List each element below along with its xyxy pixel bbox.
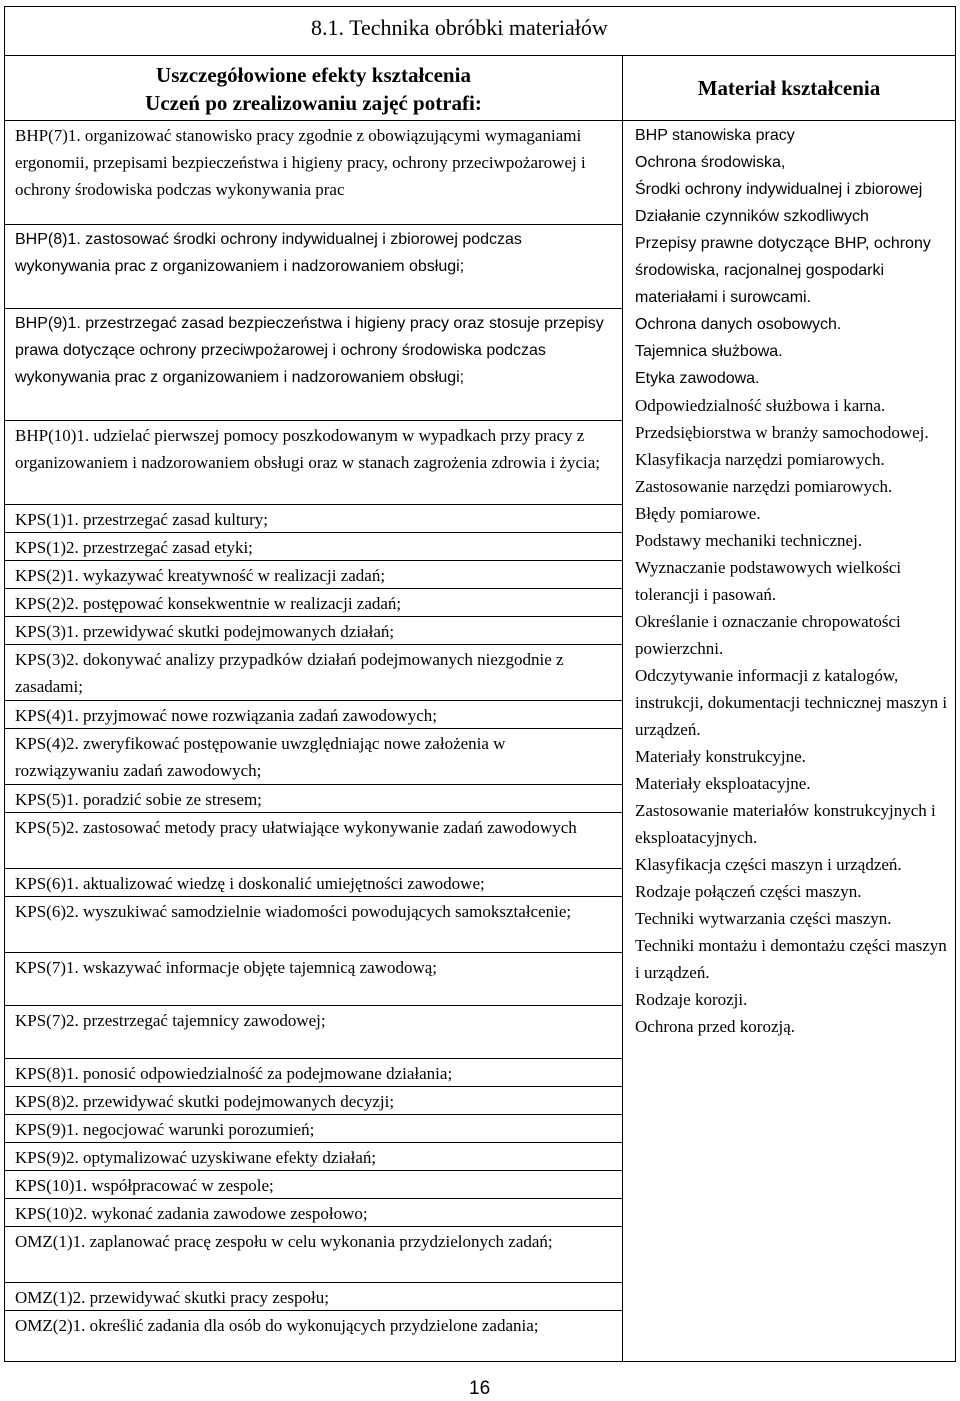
material-item: Techniki montażu i demontażu części maszyn i urządzeń. bbox=[635, 936, 947, 982]
material-item: Klasyfikacja narzędzi pomiarowych. bbox=[635, 450, 885, 469]
outcome-row: KPS(3)1. przewidywać skutki podejmowanych działań; bbox=[5, 617, 622, 645]
material-item: Odczytywanie informacji z katalogów, instrukcji, dokumentacji technicznej maszyn i urządzeń. bbox=[635, 666, 948, 739]
material-item: Przepisy prawne dotyczące BHP, ochrony środowiska, racjonalnej gospodarki materiałami i surowcami. bbox=[635, 235, 931, 306]
outcome-row: KPS(10)2. wykonać zadania zawodowe zespołowo; bbox=[5, 1199, 622, 1227]
outcome-row: KPS(1)2. przestrzegać zasad etyki; bbox=[5, 533, 622, 561]
outcomes-column bbox=[5, 55, 622, 1367]
outcome-row: KPS(4)1. przyjmować nowe rozwiązania zadań zawodowych; bbox=[5, 701, 622, 729]
page-number: 16 bbox=[469, 1378, 491, 1399]
material-item: Materiały konstrukcyjne. bbox=[635, 747, 806, 766]
outcome-row: KPS(8)1. ponosić odpowiedzialność za podejmowane działania; bbox=[5, 1059, 622, 1087]
materials-header: Materiał kształcenia bbox=[623, 55, 955, 121]
title-row bbox=[5, 7, 955, 56]
outcome-row: KPS(3)2. dokonywać analizy przypadków działań podejmowanych niezgodnie z zasadami; bbox=[5, 645, 622, 701]
outcomes-header bbox=[5, 55, 622, 121]
outcome-row: KPS(6)2. wyszukiwać samodzielnie wiadomości powodujących samokształcenie; bbox=[5, 897, 622, 953]
outcome-row: KPS(9)1. negocjować warunki porozumień; bbox=[5, 1115, 622, 1143]
outcome-row: KPS(2)2. postępować konsekwentnie w realizacji zadań; bbox=[5, 589, 622, 617]
outcome-row: KPS(4)2. zweryfikować postępowanie uwzględniając nowe założenia w rozwiązywaniu zadań zawodowych; bbox=[5, 729, 622, 785]
outcome-row: KPS(7)1. wskazywać informacje objęte tajemnicą zawodową; bbox=[5, 953, 622, 1006]
section-title: 8.1. Technika obróbki materiałów bbox=[311, 15, 608, 40]
material-item: Techniki wytwarzania części maszyn. bbox=[635, 909, 892, 928]
materials-column bbox=[623, 55, 955, 1040]
material-item: Etyka zawodowa. bbox=[635, 370, 760, 387]
material-item: Wyznaczanie podstawowych wielkości tolerancji i pasowań. bbox=[635, 558, 902, 604]
outcome-row: BHP(8)1. zastosować środki ochrony indywidualnej i zbiorowej podczas wykonywania prac z organizowaniem i nadzorowaniem obsługi; bbox=[5, 225, 622, 309]
material-item: Przedsiębiorstwa w branży samochodowej. bbox=[635, 423, 929, 442]
material-item: Odpowiedzialność służbowa i karna. bbox=[635, 396, 886, 415]
outcome-row: KPS(5)2. zastosować metody pracy ułatwiające wykonywanie zadań zawodowych bbox=[5, 813, 622, 869]
outcome-row: OMZ(1)2. przewidywać skutki pracy zespołu; bbox=[5, 1283, 622, 1311]
material-item: Zastosowanie narzędzi pomiarowych. bbox=[635, 477, 893, 496]
material-item: Tajemnica służbowa. bbox=[635, 343, 783, 360]
material-item: Określanie i oznaczanie chropowatości powierzchni. bbox=[635, 612, 901, 658]
outcome-row: BHP(10)1. udzielać pierwszej pomocy poszkodowanym w wypadkach przy pracy z organizowaniem i nadzorowaniem obsługi oraz w stanach zagrożenia zdrowia i życia; bbox=[5, 421, 622, 505]
outcomes-header-line2: Uczeń po zrealizowaniu zajęć potrafi: bbox=[145, 91, 482, 115]
material-item: Zastosowanie materiałów konstrukcyjnych i eksploatacyjnych. bbox=[635, 801, 936, 847]
material-item: Działanie czynników szkodliwych bbox=[635, 208, 869, 225]
material-item: Rodzaje połączeń części maszyn. bbox=[635, 882, 862, 901]
outcome-row: OMZ(2)1. określić zadania dla osób do wykonujących przydzielone zadania; bbox=[15, 1316, 539, 1335]
outcome-row: KPS(10)1. współpracować w zespole; bbox=[5, 1171, 622, 1199]
material-item: Klasyfikacja części maszyn i urządzeń. bbox=[635, 855, 902, 874]
material-item: Środki ochrony indywidualnej i zbiorowej bbox=[635, 181, 923, 198]
material-item: BHP stanowiska pracy bbox=[635, 127, 795, 144]
material-item: Ochrona przed korozją. bbox=[635, 1017, 796, 1036]
materials-list bbox=[623, 121, 955, 1040]
outcome-row: BHP(9)1. przestrzegać zasad bezpieczeństwa i higieny pracy oraz stosuje przepisy prawa dotyczące ochrony przeciwpożarowej i ochrony środowiska podczas wykonywania prac z organizowaniem i nadzorowaniem obsługi; bbox=[5, 309, 622, 421]
outcome-row: BHP(7)1. organizować stanowisko pracy zgodnie z obowiązującymi wymaganiami ergonomii, przepisami bezpieczeństwa i higieny pracy, ochrony przeciwpożarowej i ochrony środowiska podczas wykonywania prac bbox=[5, 121, 622, 225]
material-item: Ochrona środowiska, bbox=[635, 154, 786, 171]
material-item: Podstawy mechaniki technicznej. bbox=[635, 531, 863, 550]
outcome-row: KPS(5)1. poradzić sobie ze stresem; bbox=[5, 785, 622, 813]
outcome-row: OMZ(1)1. zaplanować pracę zespołu w celu wykonania przydzielonych zadań; bbox=[5, 1227, 622, 1283]
outcomes-header-line1: Uszczegółowione efekty kształcenia bbox=[156, 63, 471, 87]
material-item: Rodzaje korozji. bbox=[635, 990, 748, 1009]
outcome-row: KPS(1)1. przestrzegać zasad kultury; bbox=[5, 505, 622, 533]
material-item: Ochrona danych osobowych. bbox=[635, 316, 842, 333]
material-item: Materiały eksploatacyjne. bbox=[635, 774, 811, 793]
material-item: Błędy pomiarowe. bbox=[635, 504, 761, 523]
outcome-row: KPS(8)2. przewidywać skutki podejmowanych decyzji; bbox=[5, 1087, 622, 1115]
outcome-row: KPS(6)1. aktualizować wiedzę i doskonalić umiejętności zawodowe; bbox=[5, 869, 622, 897]
outcome-row: KPS(9)2. optymalizować uzyskiwane efekty działań; bbox=[5, 1143, 622, 1171]
outcome-row: KPS(7)2. przestrzegać tajemnicy zawodowej; bbox=[5, 1006, 622, 1059]
outcome-row: KPS(2)1. wykazywać kreatywność w realizacji zadań; bbox=[5, 561, 622, 589]
curriculum-table bbox=[4, 6, 956, 1362]
